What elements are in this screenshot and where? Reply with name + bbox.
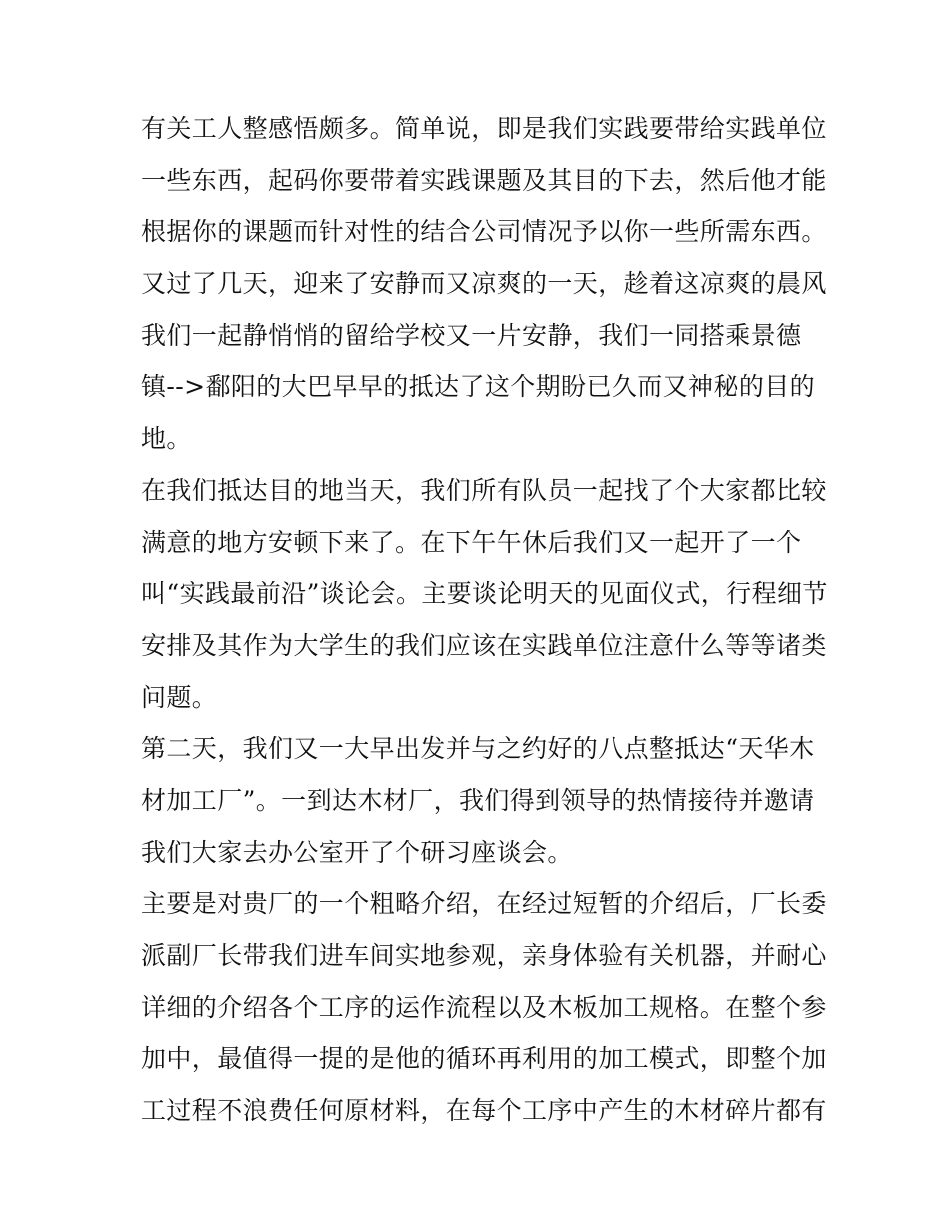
text-line: 材加工厂”。一到达木材厂，我们得到领导的热情接待并邀请 (141, 785, 815, 815)
text-line: 加中，最值得一提的是他的循环再利用的加工模式，即整个加 (141, 1044, 827, 1074)
text-line: 问题。 (141, 682, 218, 712)
text-line: 详细的介绍各个工序的运作流程以及木板加工规格。在整个参 (141, 992, 827, 1022)
text-line: 镇-->鄱阳的大巴早早的抵达了这个期盼已久而又神秘的目的 (141, 372, 816, 402)
text-line: 满意的地方安顿下来了。在下午午休后我们又一起开了一个 (141, 527, 802, 557)
text-line: 地。 (141, 424, 192, 454)
text-line: 主要是对贵厂的一个粗略介绍，在经过短暂的介绍后，厂长委 (141, 889, 827, 919)
text-line: 一些东西，起码你要带着实践课题及其目的下去，然后他才能 (141, 165, 827, 195)
text-line: 又过了几天，迎来了安静而又凉爽的一天，趁着这凉爽的晨风 (141, 269, 827, 299)
text-line: 第二天，我们又一大早出发并与之约好的八点整抵达“天华木 (141, 734, 815, 764)
text-line: 工过程不浪费任何原材料，在每个工序中产生的木材碎片都有 (141, 1096, 827, 1126)
text-line: 叫“实践最前沿”谈论会。主要谈论明天的见面仪式，行程细节 (141, 579, 828, 609)
text-line: 我们一起静悄悄的留给学校又一片安静，我们一同搭乘景德 (141, 320, 802, 350)
text-line: 根据你的课题而针对性的结合公司情况予以你一些所需东西。 (141, 217, 827, 247)
text-line: 有关工人整感悟颇多。简单说，即是我们实践要带给实践单位 (141, 114, 827, 143)
body-text (141, 103, 828, 1137)
text-line: 派副厂长带我们进车间实地参观，亲身体验有关机器，并耐心 (141, 941, 827, 970)
text-line: 安排及其作为大学生的我们应该在实践单位注意什么等等诸类 (141, 630, 827, 660)
text-line: 在我们抵达目的地当天，我们所有队员一起找了个大家都比较 (141, 475, 827, 505)
text-line: 我们大家去办公室开了个研习座谈会。 (141, 837, 573, 867)
